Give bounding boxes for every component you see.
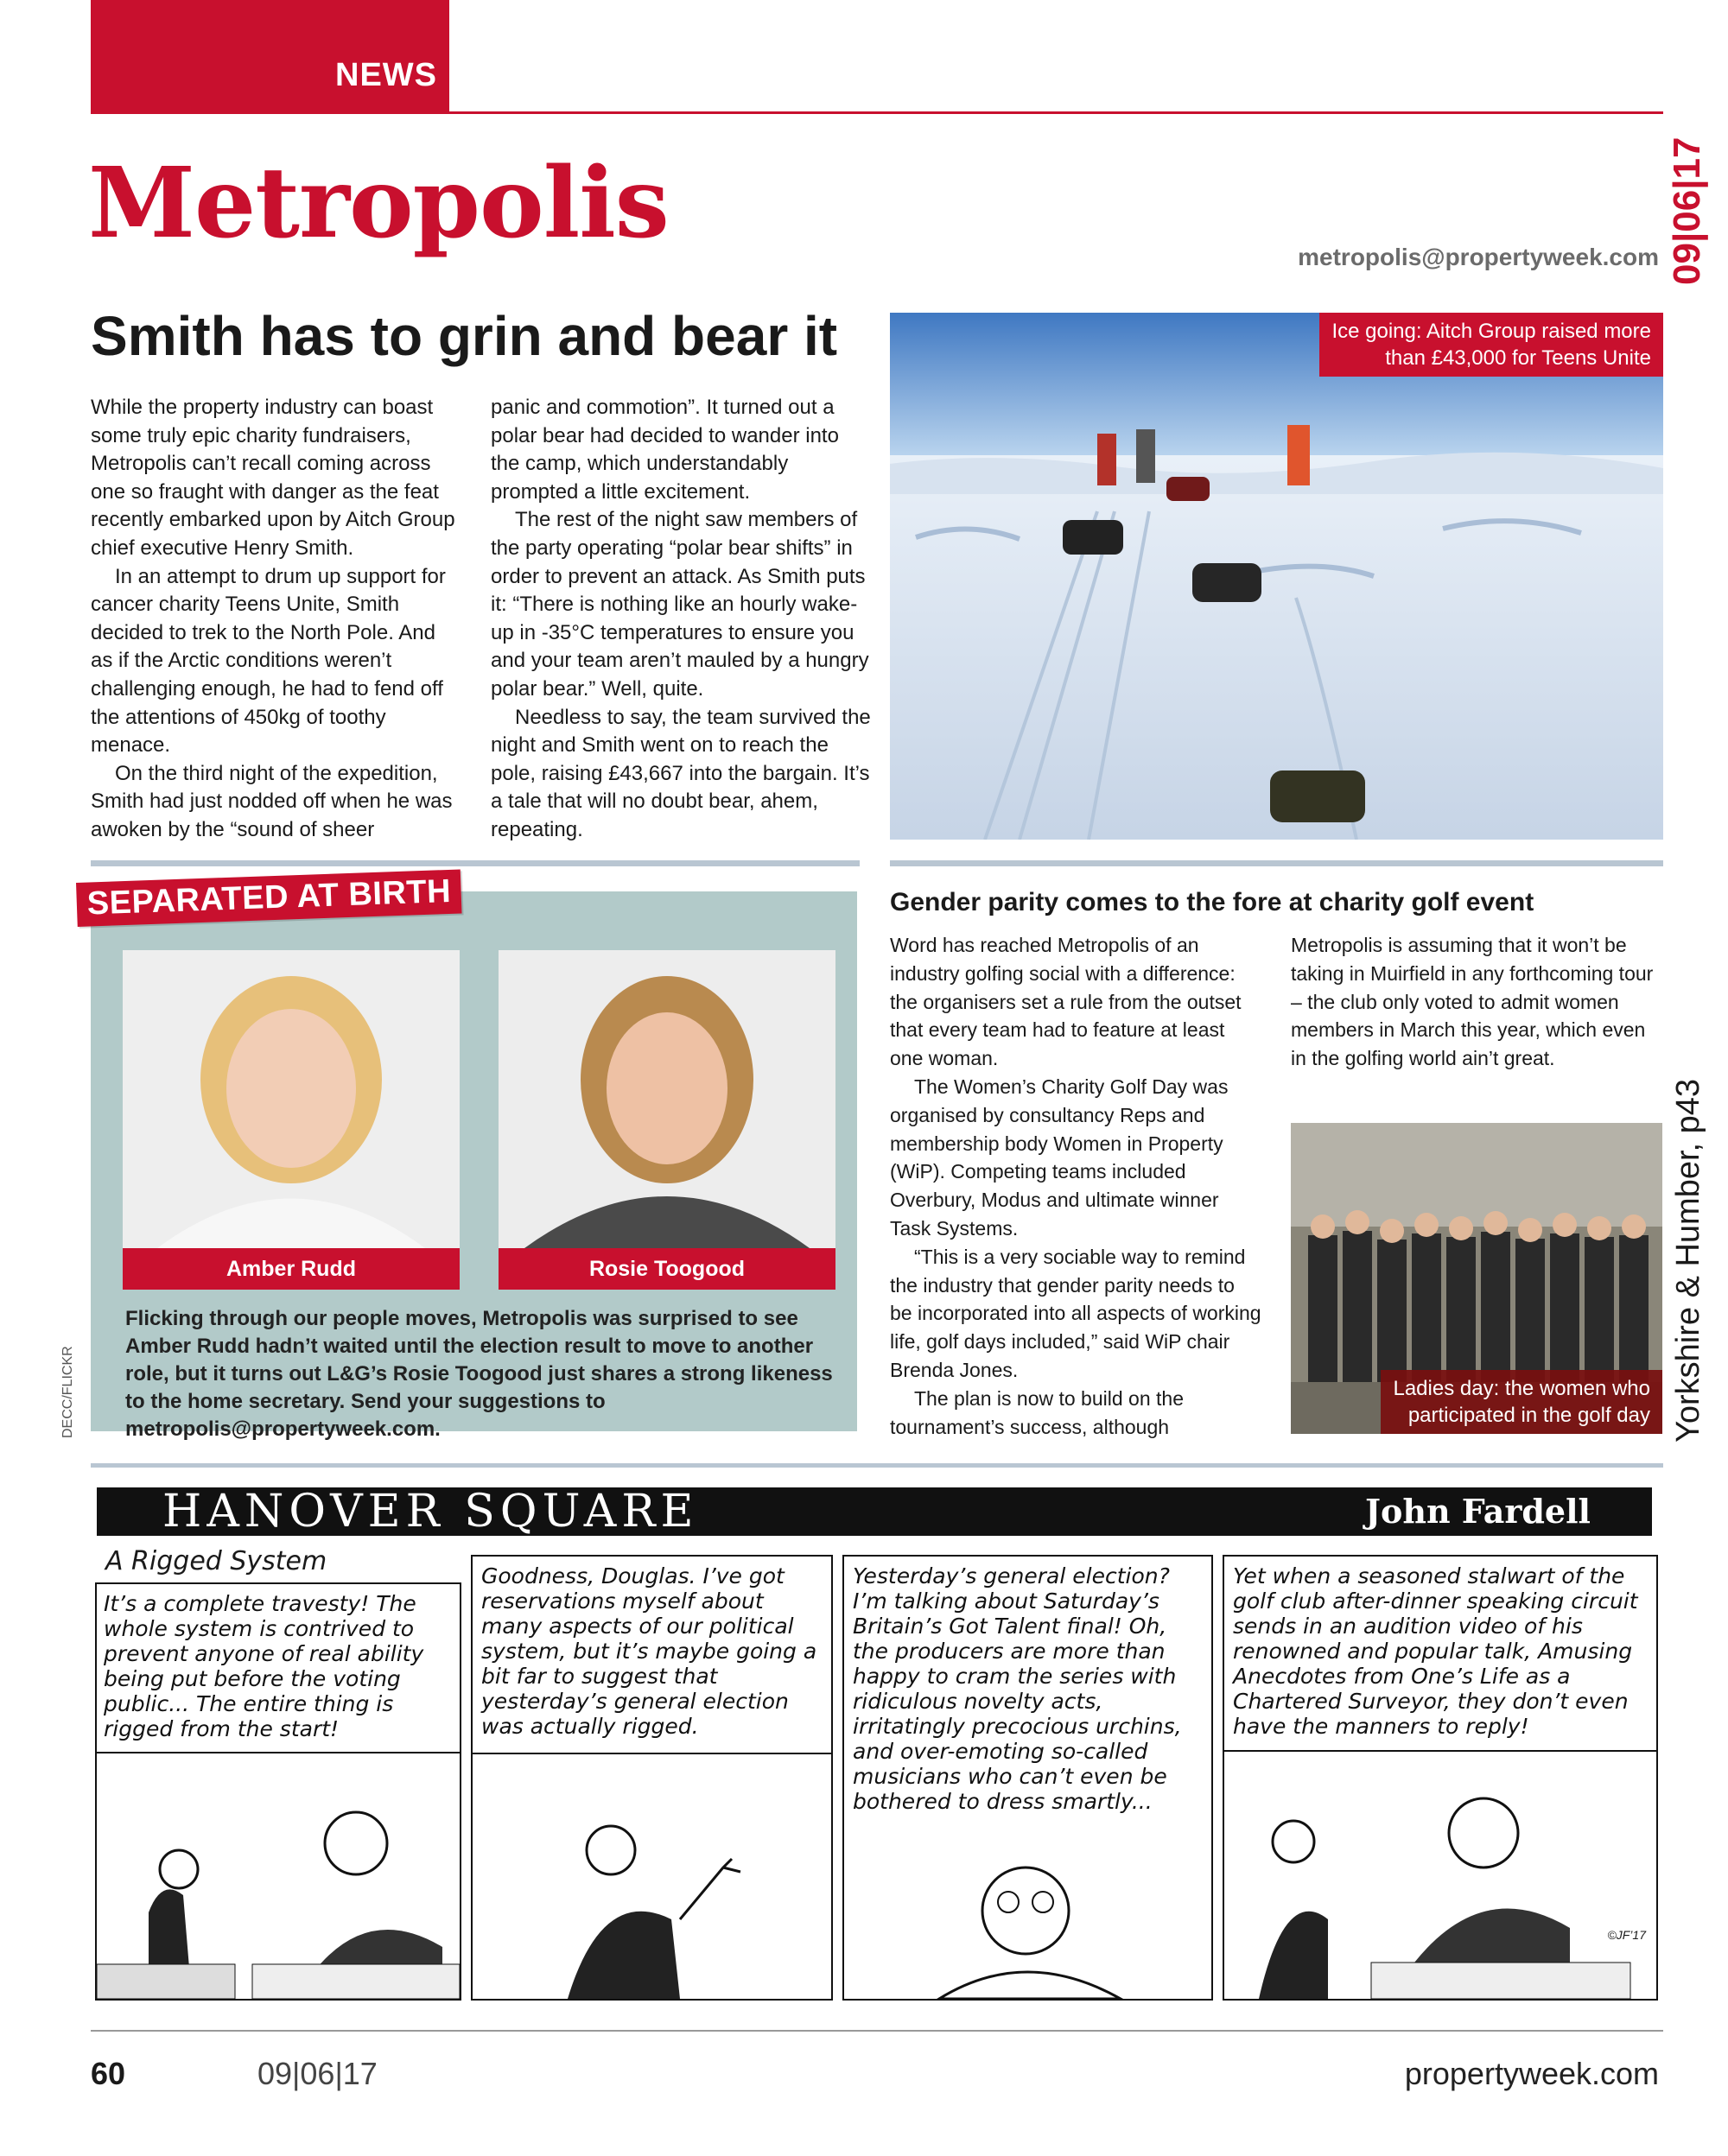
- lead-column-1: [91, 394, 462, 845]
- news-tab: [91, 0, 449, 112]
- footer-rule: [91, 2030, 1663, 2032]
- ice-caption-line-2: than £43,000 for Teens Unite: [1385, 346, 1651, 370]
- golf-c1-p1: Word has reached Metropolis of an industry golfing social with a difference: the organisers set a rule from the outset that every team had to feature at least one woman.: [890, 934, 1242, 1070]
- golf-c1-p2: The Women’s Charity Golf Day was organised by consultancy Reps and membership body Women in Property (WiP). Competing teams included Overbury, Modus and ultimate winner Task Systems.: [890, 1075, 1229, 1240]
- footer-site[interactable]: propertyweek.com: [1404, 2056, 1659, 2091]
- panel-3-speech: Yesterday’s general election? I’m talking about Saturday’s Britain’s Got Talent final! Oh, the producers are more than happy to cram the series with ridiculous novelty acts, irritatingly precocious urchins, and over-emoting so-called musicians who can’t even be bothered to dress smartly...: [853, 1563, 1182, 1814]
- comic-panel-3: [842, 1555, 1213, 2001]
- portrait-rosie-toogood: [499, 950, 835, 1248]
- golf-headline: Gender parity comes to the fore at charity golf event: [890, 888, 1534, 916]
- golf-caption-line-2: participated in the golf day: [1407, 1404, 1650, 1427]
- golf-day-photo: [1291, 1123, 1662, 1434]
- amber-rudd-photo: [123, 950, 460, 1248]
- section-divider-left: [91, 860, 860, 866]
- lead-headline: Smith has to grin and bear it: [91, 305, 838, 367]
- regional-cross-reference: [1663, 924, 1715, 1443]
- photo-credit-text: DECC/FLICKR: [60, 1346, 75, 1438]
- panel-2-drawing: [473, 1557, 831, 1999]
- arctic-trek-photo: [890, 313, 1663, 840]
- golf-column-2: [1291, 931, 1654, 1073]
- panel-1-speech: It’s a complete travesty! The whole system is contrived to prevent anyone of real ability being put before the voting public... The entire thing is rigged from the start!: [104, 1591, 424, 1741]
- comic-author: John Fardell: [1365, 1492, 1591, 1531]
- regional-cross-reference-text: Yorkshire & Humber, p43: [1670, 1078, 1706, 1443]
- lead-c1-p3: On the third night of the expedition, Smith had just nodded off when he was awoken by the “sound of sheer: [91, 761, 453, 841]
- strip-title: A Rigged System: [105, 1546, 327, 1576]
- footer-date: 09|06|17: [257, 2056, 378, 2091]
- panel-4-speech: Yet when a seasoned stalwart of the golf club after-dinner speaking circuit sends in an audition video of his renowned and popular talk, Amusing Anecdotes from One’s Life as a Chartered Surveyor, they don’t even have the manners to reply!: [1233, 1563, 1638, 1739]
- comic-title: HANOVER SQUARE: [162, 1486, 699, 1538]
- arctic-scene-illustration: [890, 313, 1663, 840]
- masthead: Metropolis: [88, 147, 669, 260]
- lead-c2-p3: Needless to say, the team survived the night and Smith went on to reach the pole, raising £43,667 into the bargain. It’s a tale that will no doubt bear, ahem, repeating.: [491, 705, 871, 841]
- name-bar-right: Rosie Toogood: [499, 1248, 835, 1290]
- golf-c1-p4: The plan is now to build on the tournament’s success, although: [890, 1386, 1184, 1438]
- page-number: 60: [91, 2056, 126, 2091]
- ice-caption-line-1: Ice going: Aitch Group raised more: [1331, 320, 1651, 343]
- golf-photo-caption: [1381, 1370, 1662, 1434]
- separated-text: Flicking through our people moves, Metropolis was surprised to see Amber Rudd hadn’t waited until the election result to move to another role, but it turns out L&G’s Rosie Toogood just shares a strong likeness to the home secretary. Send your suggestions to metropolis@propertyweek.com.: [125, 1307, 833, 1441]
- golf-c2-p1: Metropolis is assuming that it won’t be taking in Muirfield in any forthcoming tour – the club only voted to admit women members in March this year, which even in the golfing world ain’t great.: [1291, 934, 1654, 1070]
- ice-photo-caption: [1319, 313, 1663, 377]
- contact-email[interactable]: metropolis@propertyweek.com: [1298, 244, 1659, 270]
- photo-credit: [60, 1335, 86, 1438]
- panel-4-drawing: [1224, 1557, 1656, 1999]
- section-divider-right: [890, 860, 1663, 866]
- header-rule: [91, 111, 1663, 114]
- comic-divider: [91, 1463, 1663, 1468]
- panel-3-drawing: [844, 1557, 1211, 1999]
- lead-column-2: [491, 394, 871, 845]
- lead-c1-p2: In an attempt to drum up support for cancer charity Teens Unite, Smith decided to trek to the North Pole. And as if the Arctic conditions weren’t challenging enough, he had to fend off the attentions of 450kg of toothy menace.: [91, 564, 446, 758]
- rosie-toogood-photo: [499, 950, 835, 1248]
- comic-panel-2: [471, 1555, 833, 2001]
- panel-2-speech: Goodness, Douglas. I’ve got reservations myself about many aspects of our political system, but it’s maybe going a bit far to suggest that yesterday’s general election was actually rigged.: [481, 1563, 817, 1739]
- artist-signature: ©JF’17: [1607, 1928, 1646, 1942]
- lead-c1-p1: While the property industry can boast some truly epic charity fundraisers, Metropolis can’t recall coming across one so fraught with danger as the feat recently embarked upon by Aitch Group chief executive Henry Smith.: [91, 396, 455, 560]
- name-bar-left: Amber Rudd: [123, 1248, 460, 1290]
- lead-c2-p2: The rest of the night saw members of the party operating “polar bear shifts” in order to prevent an attack. As Smith puts it: “There is nothing like an hourly wake-up in -35°C temperatures to ensure you and your team aren’t mauled by a hungry polar bear.” Well, quite.: [491, 508, 869, 701]
- section-label: NEWS: [335, 57, 437, 93]
- golf-column-1: [890, 931, 1261, 1441]
- issue-date-text: 09|06|17: [1666, 136, 1708, 285]
- golf-c1-p3: “This is a very sociable way to remind the industry that gender parity needs to be incorporated into all aspects of working life, golf days included,” said WiP chair Brenda Jones.: [890, 1245, 1261, 1381]
- portrait-amber-rudd: [123, 950, 460, 1248]
- issue-date-vertical: [1666, 136, 1726, 285]
- comic-panel-1: [95, 1582, 461, 2001]
- comic-panel-4: [1223, 1555, 1658, 2001]
- golf-caption-line-1: Ladies day: the women who: [1393, 1377, 1650, 1400]
- separated-badge: SEPARATED AT BIRTH: [76, 869, 462, 927]
- lead-c2-p1: panic and commotion”. It turned out a polar bear had decided to wander into the camp, which understandably prompted a little excitement.: [491, 396, 839, 504]
- panel-1-drawing: [97, 1584, 460, 1999]
